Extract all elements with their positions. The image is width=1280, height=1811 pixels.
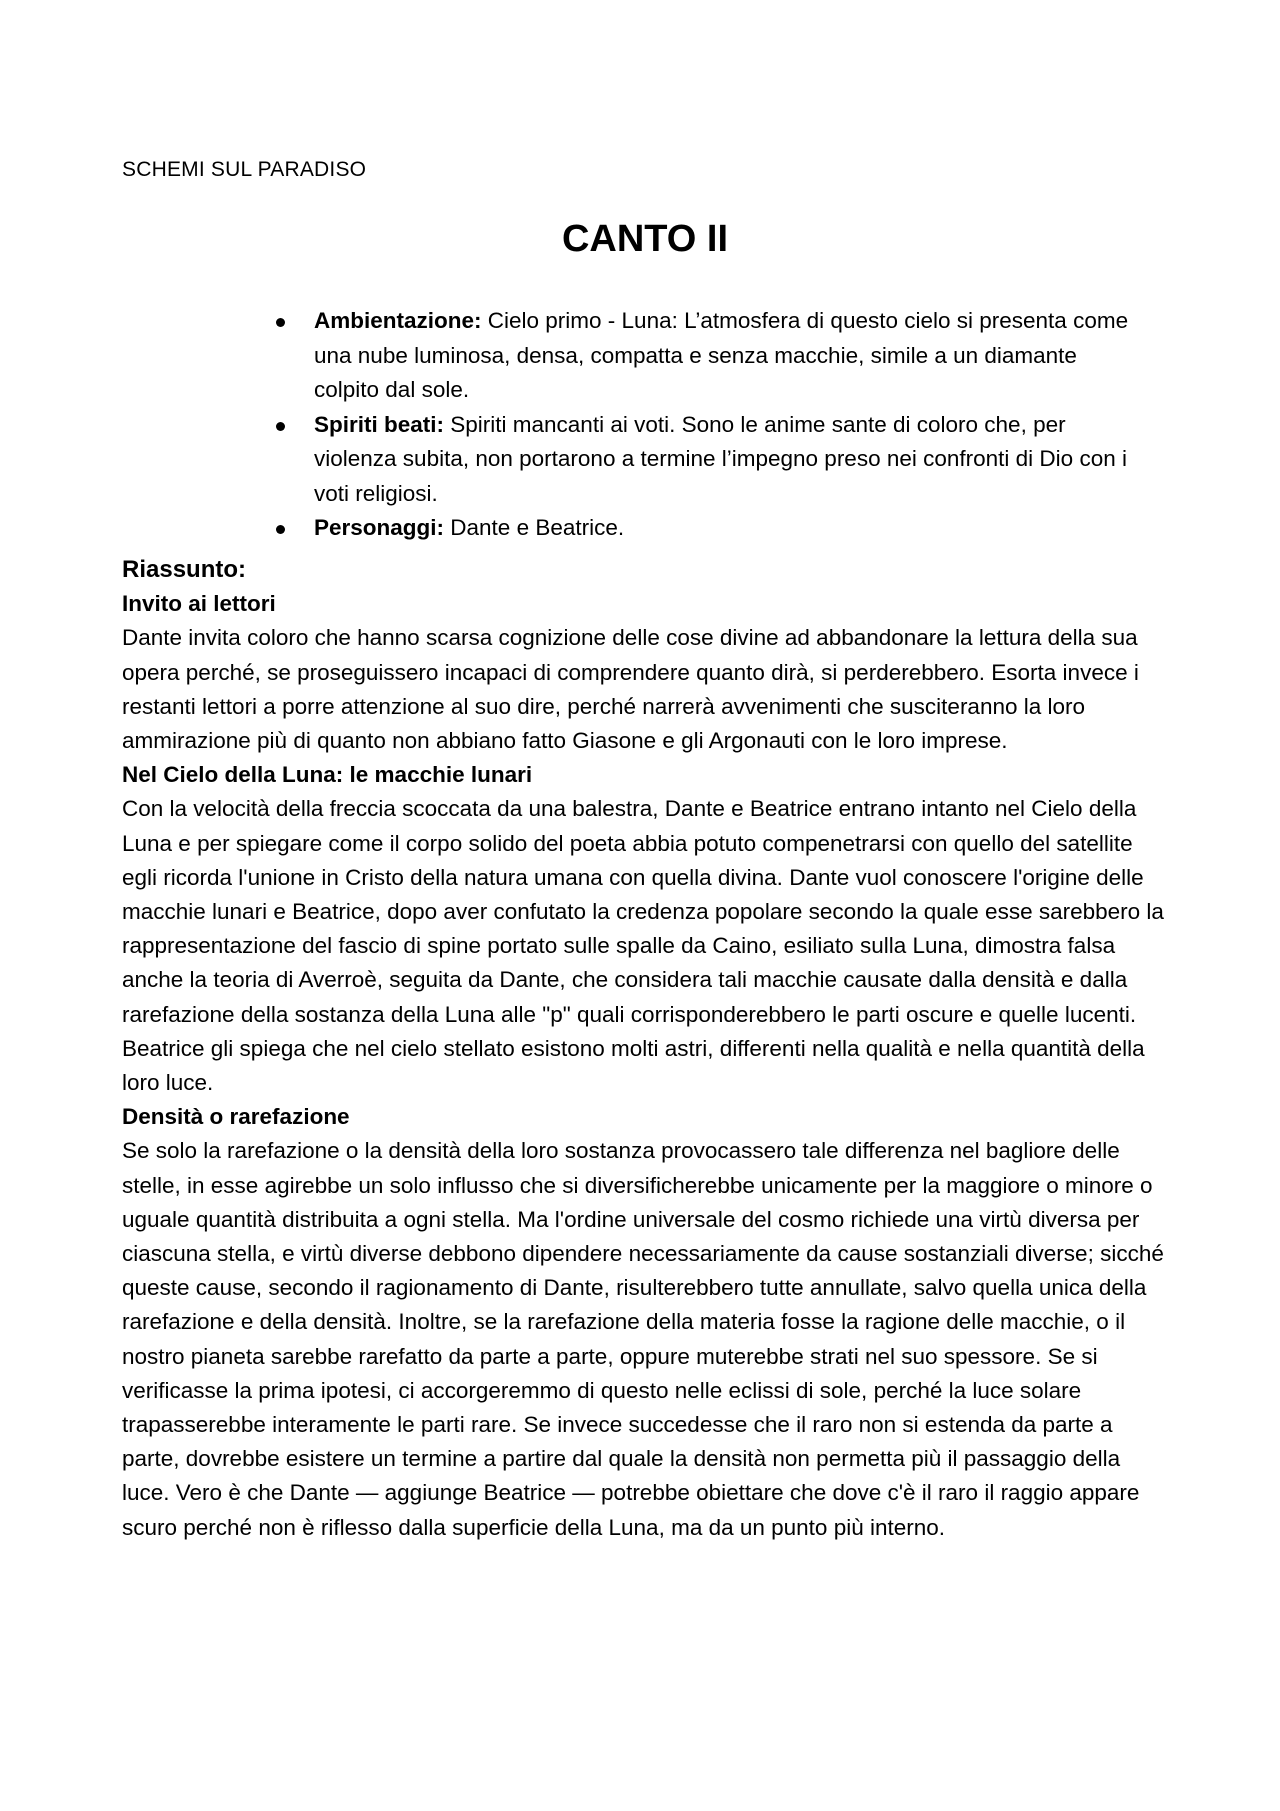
bullet-item-spiriti <box>268 408 1148 512</box>
bullet-text: Cielo primo - Luna: L’atmosfera di questo cielo si presenta come una nube luminosa, densa, compatta e senza macchie, simile a un diamante colpito dal sole. <box>314 308 1129 402</box>
section-paragraph: Se solo la rarefazione o la densità della loro sostanza provocassero tale differenza nel bagliore delle stelle, in esse agirebbe un solo influsso che si diversificherebbe unicamente per la maggiore o minore o uguale quantità distribuita a ogni stella. Ma l'ordine universale del cosmo richiede una virtù diversa per ciascuna stella, e virtù diverse debbono dipendere necessariamente da cause sostanziali diverse; sicché queste cause, secondo il ragionamento di Dante, risulterebbero tutte annullate, salvo quella unica della rarefazione e della densità. Inoltre, se la rarefazione della materia fosse la ragione delle macchie, o il nostro pianeta sarebbe rarefatto da parte a parte, oppure muterebbe strati nel suo spessore. Se si verificasse la prima ipotesi, ci accorgeremmo di questo nelle eclissi di sole, perché la luce solare trapasserebbe interamente le parti rare. Se invece succedesse che il raro non si estenda da parte a parte, dovrebbe esistere un termine a partire dal quale la densità non permetta più il passaggio della luce. Vero è che Dante — aggiunge Beatrice — potrebbe obiettare che dove c'è il raro il raggio appare scuro perché non è riflesso dalla superficie della Luna, ma da un punto più interno. <box>122 1138 1164 1540</box>
summary-heading: Riassunto: <box>122 556 247 583</box>
bullet-label: Ambientazione: <box>314 308 482 333</box>
bullet-item-ambientazione <box>268 304 1148 408</box>
bullet-label: Personaggi: <box>314 515 445 540</box>
bullet-item-personaggi <box>268 511 1148 546</box>
section-heading: Densità o rarefazione <box>122 1104 350 1130</box>
section-paragraph: Con la velocità della freccia scoccata da una balestra, Dante e Beatrice entrano intanto nel Cielo della Luna e per spiegare come il corpo solido del poeta abbia potuto compenetrarsi con quello del satellite egli ricorda l'unione in Cristo della natura umana con quella divina. Dante vuol conoscere l'origine delle macchie lunari e Beatrice, dopo aver confutato la credenza popolare secondo la quale esse sarebbero la rappresentazione del fascio di spine portato sulle spalle da Caino, esiliato sulla Luna, dimostra falsa anche la teoria di Averroè, seguita da Dante, che considera tali macchie causate dalla densità e dalla rarefazione della sostanza della Luna alle "p" quali corrisponderebbero le parti oscure e quelle lucenti. Beatrice gli spiega che nel cielo stellato esistono molti astri, differenti nella qualità e nella quantità della loro luce. <box>122 796 1164 1096</box>
document-title: CANTO II <box>561 218 729 260</box>
info-bullet-list <box>268 304 1148 546</box>
bullet-icon <box>276 525 285 534</box>
bullet-text: Spiriti mancanti ai voti. Sono le anime sante di coloro che, per violenza subita, non portarono a termine l’impegno preso nei confronti di Dio con i voti religiosi. <box>314 411 1127 506</box>
bullet-icon <box>276 422 285 431</box>
document-header: SCHEMI SUL PARADISO <box>122 158 367 181</box>
section-heading: Nel Cielo della Luna: le macchie lunari <box>122 762 533 788</box>
section-heading: Invito ai lettori <box>122 591 276 617</box>
summary-body <box>122 553 1172 1545</box>
bullet-label: Spiriti beati: <box>314 411 445 437</box>
section-paragraph: Dante invita coloro che hanno scarsa cognizione delle cose divine ad abbandonare la lettura della sua opera perché, se proseguissero incapaci di comprendere quanto dirà, si perderebbero. Esorta invece i restanti lettori a porre attenzione al suo dire, perché narrerà avvenimenti che susciteranno la loro ammirazione più di quanto non abbiano fatto Giasone e gli Argonauti con le loro imprese. <box>122 625 1139 754</box>
bullet-text: Dante e Beatrice. <box>444 515 625 540</box>
bullet-icon <box>276 318 285 327</box>
